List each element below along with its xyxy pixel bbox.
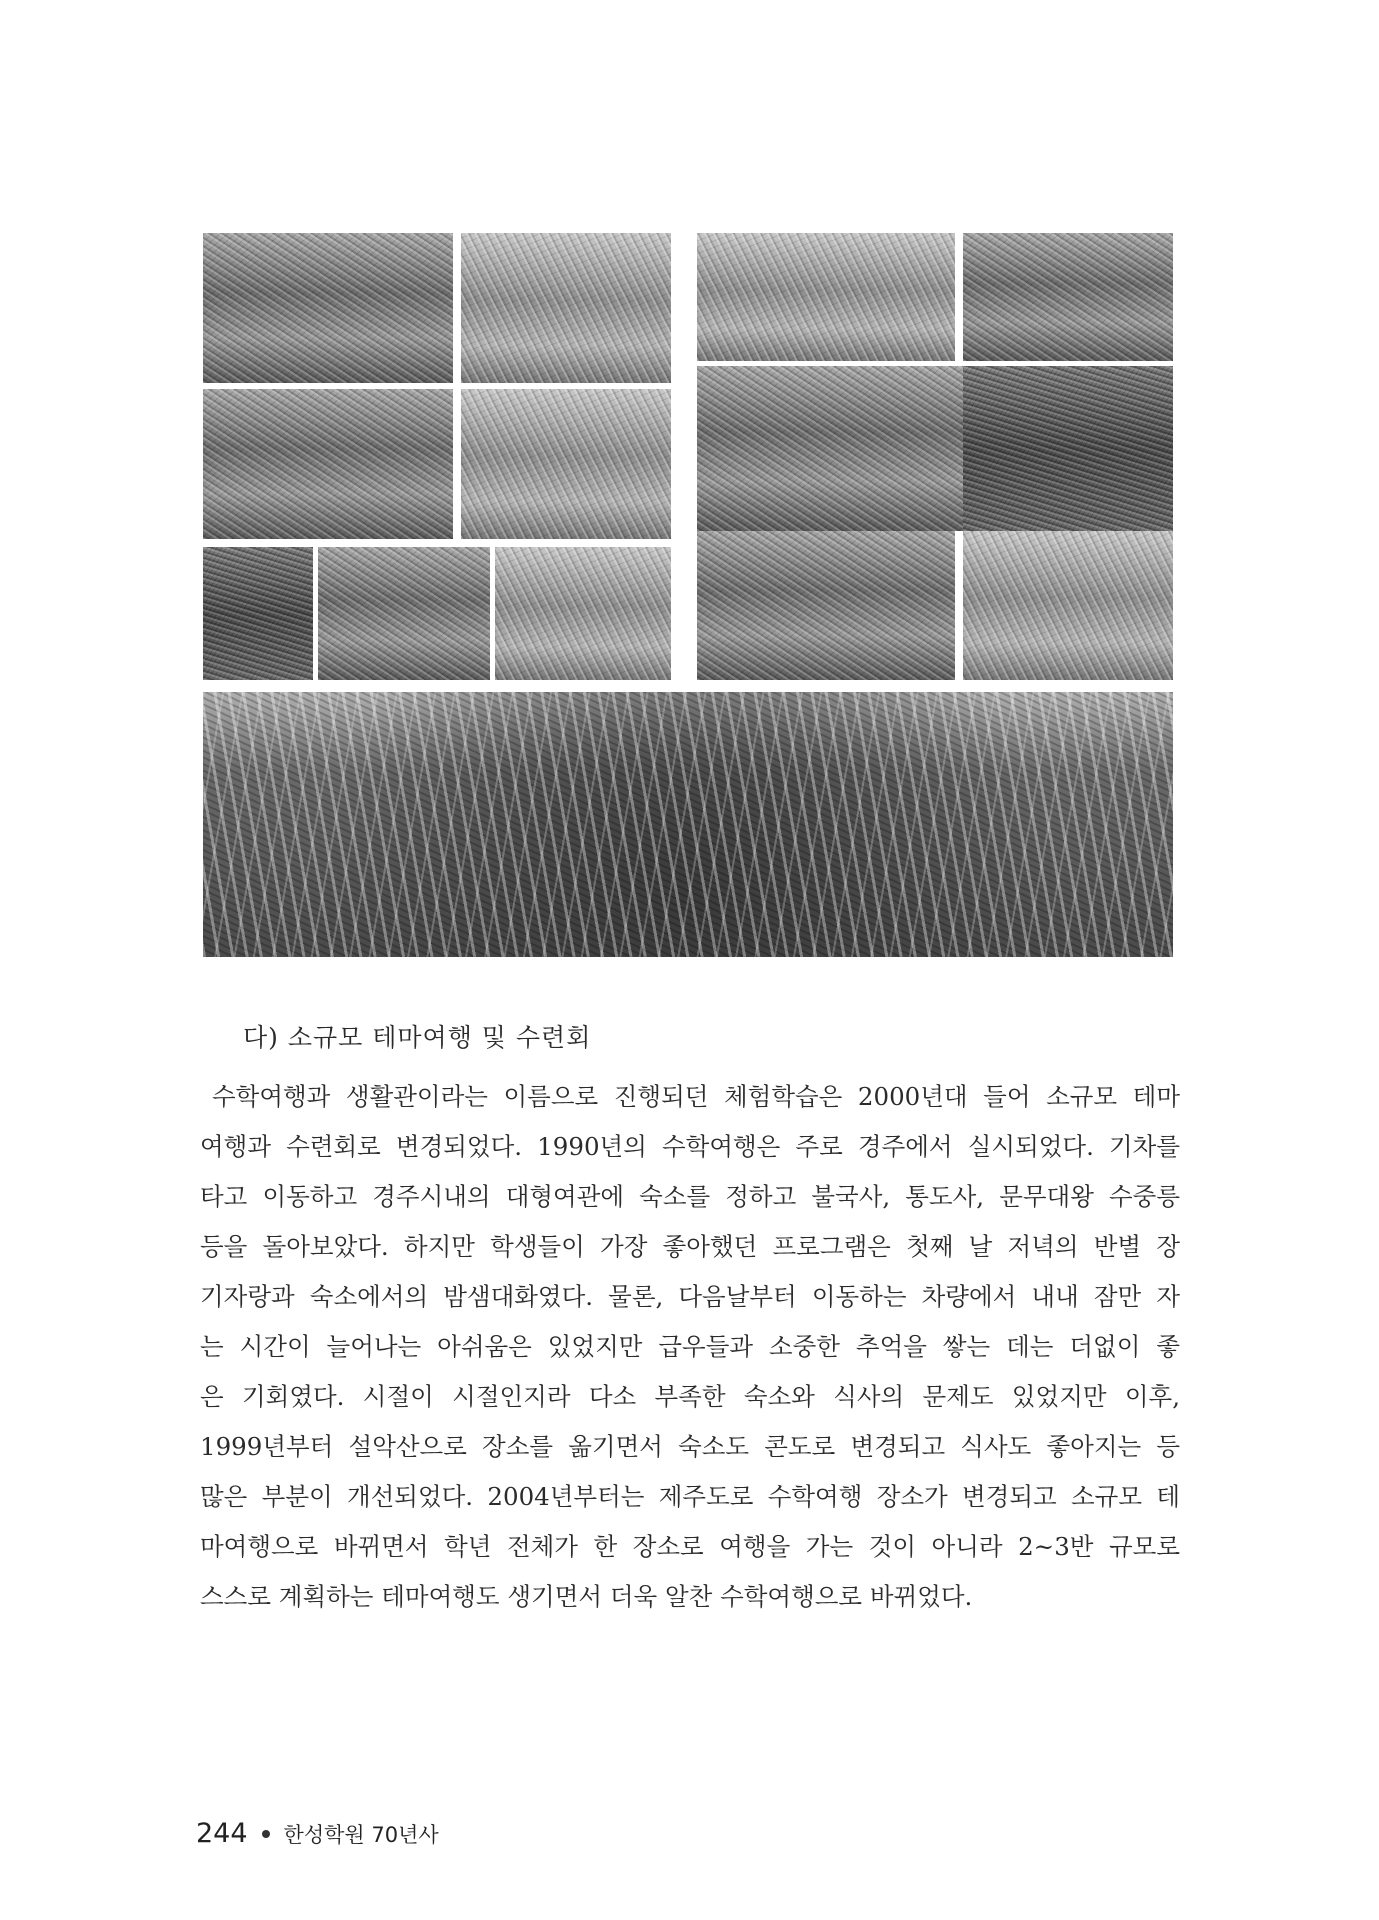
photo-tug-of-war [461, 233, 671, 383]
page-footer [196, 1818, 439, 1849]
body-line: 등을 돌아보았다. 하지만 학생들이 가장 좋아했던 프로그램은 첫째 날 저녁의 반별 장 [200, 1232, 1180, 1261]
body-line: 많은 부분이 개선되었다. 2004년부터는 제주도로 수학여행 장소가 변경되고 소규모 테 [200, 1482, 1180, 1511]
photo-crowd-cheering [203, 692, 1173, 957]
photo-event-3 [495, 547, 671, 680]
section-heading: 다) 소규모 테마여행 및 수련회 [243, 1023, 592, 1052]
photo-sports-day-field [697, 233, 955, 361]
body-line: 1999년부터 설악산으로 장소를 옮기면서 숙소도 콘도로 변경되고 식사도 좋아지는 등 [200, 1432, 1180, 1461]
body-paragraph [200, 1072, 1180, 1622]
body-line: 스스로 계획하는 테마여행도 생기면서 더욱 알찬 수학여행으로 바뀌었다. [200, 1582, 973, 1611]
photo-school-race [461, 389, 671, 539]
photo-event-1 [203, 547, 313, 680]
photo-event-2 [318, 547, 490, 680]
photo-audience [963, 531, 1173, 680]
page-number: 244 [196, 1818, 248, 1849]
photo-tug-of-war-2 [697, 531, 955, 680]
body-line: 는 시간이 늘어나는 아쉬움은 있었지만 급우들과 소중한 추억을 쌓는 데는 더없이 좋 [200, 1332, 1180, 1361]
photo-stadium-crowd [203, 389, 453, 539]
body-line: 여행과 수련회로 변경되었다. 1990년의 수학여행은 주로 경주에서 실시되었다. 기차를 [200, 1132, 1180, 1161]
body-line: 마여행으로 바뀌면서 학년 전체가 한 장소로 여행을 가는 것이 아니라 2~3반 규모로 [200, 1532, 1180, 1561]
body-line: 기자랑과 숙소에서의 밤샘대화였다. 물론, 다음날부터 이동하는 차량에서 내내 잠만 자 [200, 1282, 1180, 1311]
photo-assembly-field [203, 233, 453, 383]
bullet-icon [262, 1830, 270, 1838]
body-line: 은 기회였다. 시절이 시절인지라 다소 부족한 숙소와 식사의 문제도 있었지만 이후, [200, 1382, 1180, 1411]
photo-rope-jump [963, 366, 1173, 531]
photo-tent-games [697, 366, 967, 531]
body-line: 타고 이동하고 경주시내의 대형여관에 숙소를 정하고 불국사, 통도사, 문무대왕 수중릉 [200, 1182, 1180, 1211]
running-title: 한성학원 70년사 [283, 1822, 439, 1847]
photo-students-walking [963, 233, 1173, 361]
body-line: 수학여행과 생활관이라는 이름으로 진행되던 체험학습은 2000년대 들어 소규모 테마 [212, 1082, 1180, 1111]
